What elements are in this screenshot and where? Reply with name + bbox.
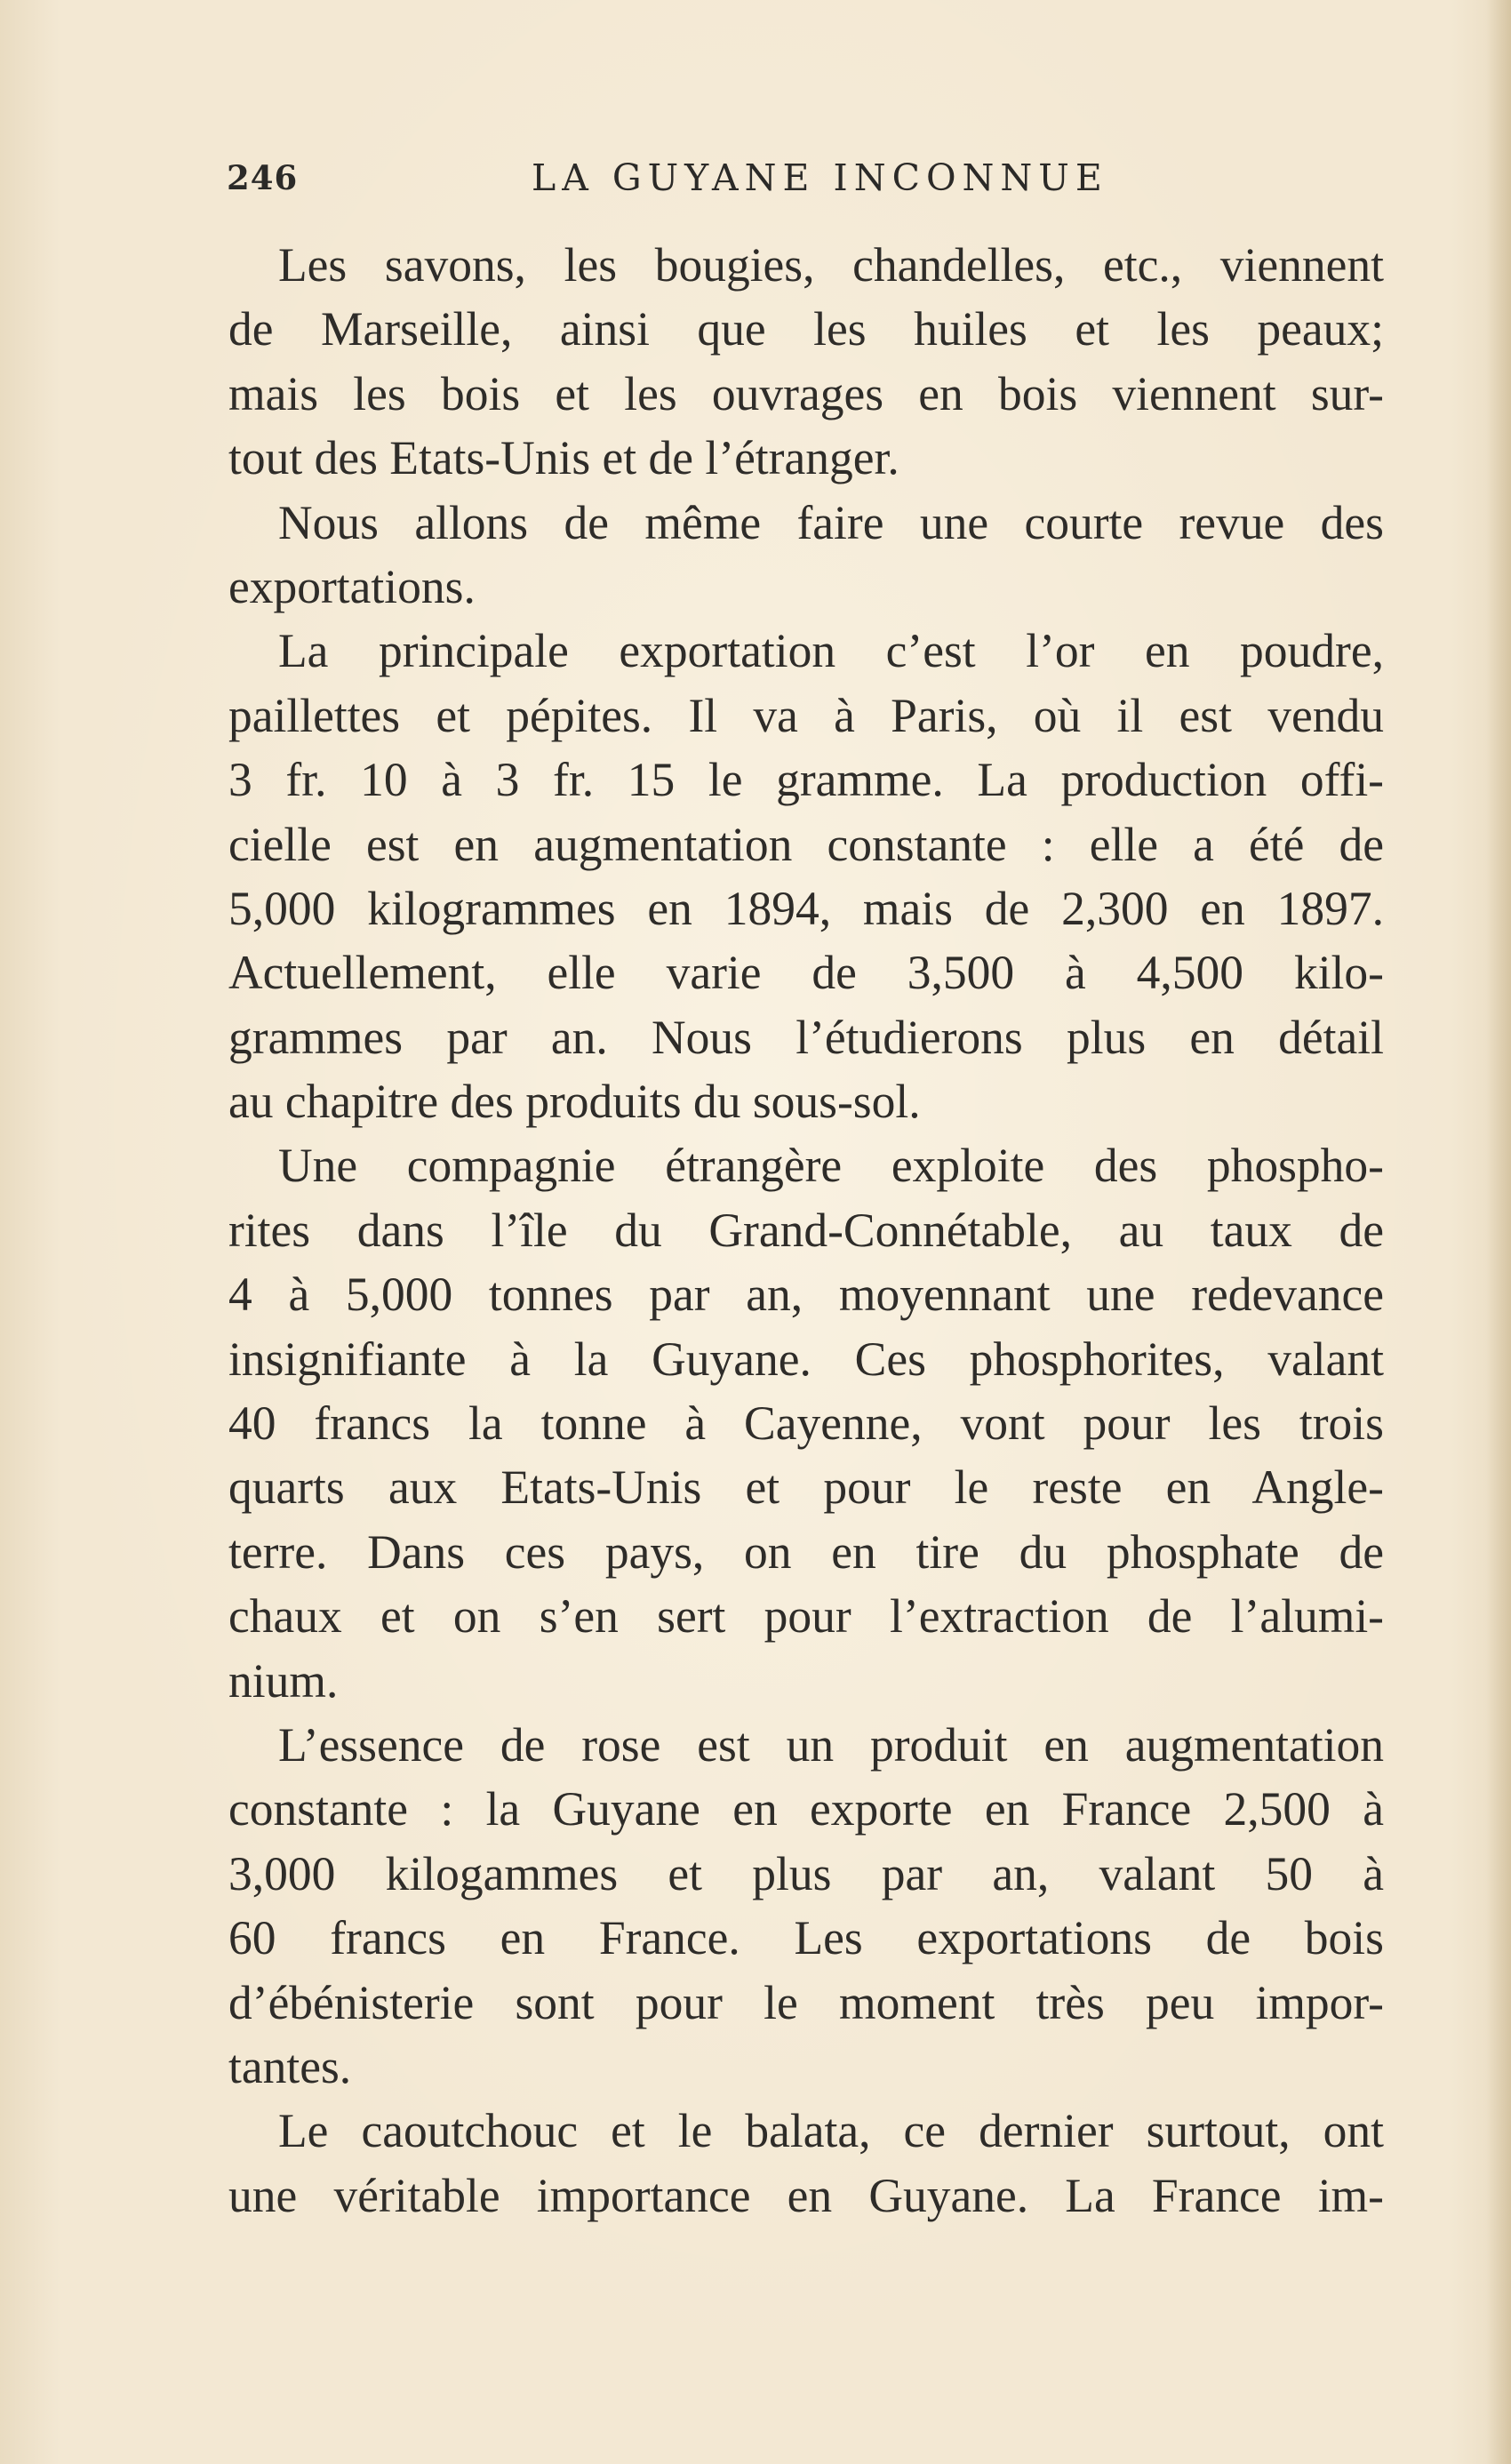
text-line: quarts aux Etats-Unis et pour le reste en Angle-	[228, 1460, 1384, 1515]
running-header	[227, 153, 1382, 206]
text-line: Actuellement, elle varie de 3,500 à 4,500 kilo-	[228, 946, 1384, 1000]
text-line: cielle est en augmentation constante : elle a été de	[228, 817, 1384, 871]
text-line: 60 francs en France. Les exportations de bois	[228, 1911, 1384, 1965]
text-line: exportations.	[228, 559, 476, 613]
text-line: paillettes et pépites. Il va à Paris, où il est vendu	[228, 688, 1384, 742]
text-line: une véritable importance en Guyane. La France im-	[228, 2168, 1384, 2222]
text-line: constante : la Guyane en exporte en France 2,500 à	[228, 1782, 1384, 1836]
text-line: d’ébénisterie sont pour le moment très peu impor-	[228, 1975, 1384, 2029]
text-line: Nous allons de même faire une courte revue des	[278, 495, 1384, 549]
text-line: terre. Dans ces pays, on en tire du phosphate de	[228, 1524, 1384, 1579]
text-line: grammes par an. Nous l’étudierons plus en détail	[228, 1010, 1384, 1064]
body-text	[228, 233, 1384, 2228]
text-line: 3 fr. 10 à 3 fr. 15 le gramme. La production offi-	[228, 753, 1384, 807]
text-line: mais les bois et les ouvrages en bois viennent sur-	[228, 366, 1384, 420]
text-line: au chapitre des produits du sous-sol.	[228, 1075, 921, 1129]
text-line: tout des Etats-Unis et de l’étranger.	[228, 431, 899, 485]
text-line: chaux et on s’en sert pour l’extraction de l’alumi-	[228, 1589, 1384, 1644]
text-line: Le caoutchouc et le balata, ce dernier surtout, ont	[278, 2104, 1384, 2158]
text-line: 40 francs la tonne à Cayenne, vont pour les trois	[228, 1396, 1384, 1451]
text-line: rites dans l’île du Grand-Connétable, au taux de	[228, 1203, 1384, 1257]
text-line: de Marseille, ainsi que les huiles et les peaux;	[228, 302, 1384, 356]
page-number: 246	[227, 158, 299, 197]
text-line: tantes.	[228, 2039, 352, 2093]
text-line: 5,000 kilogrammes en 1894, mais de 2,300 en 1897.	[228, 881, 1384, 935]
running-title: LA GUYANE INCONNUE	[532, 156, 1108, 199]
page-edge-shadow	[1486, 0, 1511, 2464]
text-line: Les savons, les bougies, chandelles, etc., viennent	[278, 238, 1384, 292]
text-line: 4 à 5,000 tonnes par an, moyennant une redevance	[228, 1268, 1384, 1322]
text-line: L’essence de rose est un produit en augmentation	[278, 1717, 1384, 1772]
text-line: Une compagnie étrangère exploite des phospho-	[278, 1139, 1384, 1193]
text-line: insignifiante à la Guyane. Ces phosphorites, valant	[228, 1332, 1384, 1386]
text-line: La principale exportation c’est l’or en poudre,	[278, 624, 1384, 678]
text-line: 3,000 kilogammes et plus par an, valant 50 à	[228, 1846, 1384, 1900]
text-line: nium.	[228, 1653, 339, 1708]
